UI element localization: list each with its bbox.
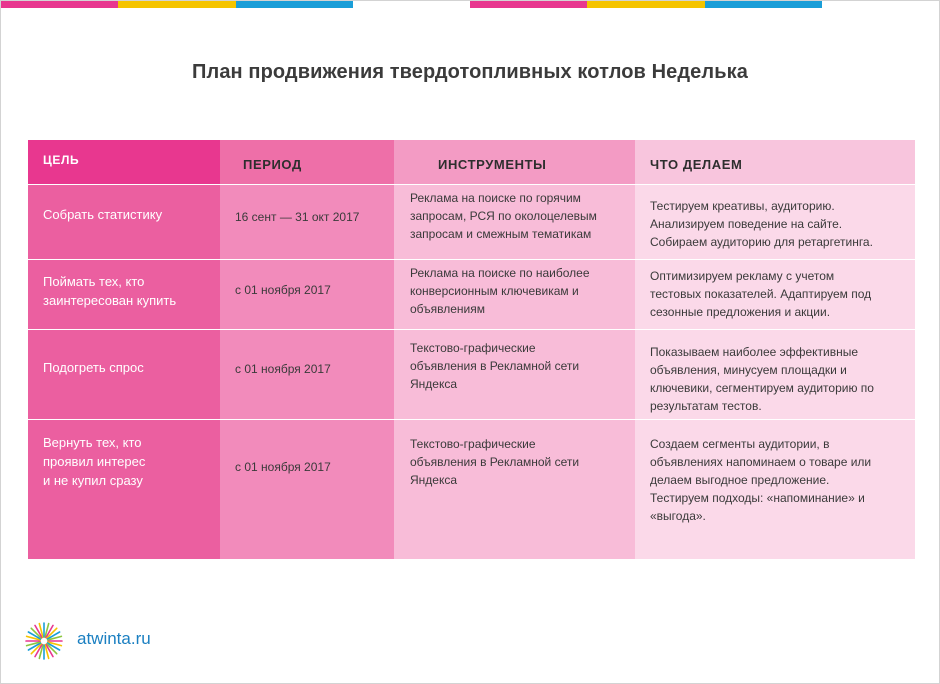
goal-cell [28,185,220,259]
actions-cell [635,185,915,259]
cell-line: Вернуть тех, кто [43,435,142,450]
cell-line: Поймать тех, кто [43,274,145,289]
stripe-segment [236,1,353,8]
cell-line: Тестируем подходы: «напоминание» и [650,491,865,505]
table-row [28,260,915,330]
table-row [28,420,915,559]
table-row [28,185,915,260]
period-cell: 16 сент — 31 окт 2017 [220,185,394,259]
top-color-stripe [1,1,939,8]
page-title: План продвижения твердотопливных котлов Неделька [192,61,748,83]
tools-cell [394,420,635,559]
tools-cell [394,260,635,329]
site-link[interactable]: atwinta.ru [77,629,151,648]
goal-cell [28,260,220,329]
actions-cell [635,330,915,419]
goal-cell [28,420,220,559]
cell-line: Показываем наиболее эффективные [650,345,859,359]
cell-line: объявления в Рекламной сети [410,455,580,469]
header-actions: ЧТО ДЕЛАЕМ [635,140,915,184]
cell-line: результатам тестов. [650,399,762,413]
cell-line: Текстово-графические [410,341,536,355]
cell-line: Собираем аудиторию для ретаргетинга. [650,235,873,249]
cell-line: Собрать статистику [43,207,163,222]
cell-line: Реклама на поиске по горячим [410,191,581,205]
cell-line: Создаем сегменты аудитории, в [650,437,830,451]
cell-line: сезонные предложения и акции. [650,305,831,319]
actions-cell [635,420,915,559]
cell-line: Подогреть спрос [43,360,144,375]
cell-line: тестовых показателей. Адаптируем под [650,287,872,301]
actions-cell [635,260,915,329]
cell-line: конверсионным ключевикам и [410,284,579,298]
cell-line: запросам и смежным тематикам [410,227,592,241]
header-period: ПЕРИОД [220,140,394,184]
stripe-segment [118,1,235,8]
stripe-segment [470,1,587,8]
cell-line: Реклама на поиске по наиболее [410,266,590,280]
cell-line: Оптимизируем рекламу с учетом [650,269,835,283]
stripe-segment [1,1,118,8]
cell-line: Текстово-графические [410,437,536,451]
table-header-row [28,140,915,185]
sunburst-logo-icon [24,621,64,661]
cell-line: Яндекса [410,377,458,391]
goal-cell [28,330,220,419]
tools-cell [394,185,635,259]
cell-line: объявления в Рекламной сети [410,359,580,373]
table-row [28,330,915,420]
header-tools: ИНСТРУМЕНТЫ [394,140,635,184]
cell-line: и не купил сразу [43,473,143,488]
cell-line: делаем выгодное предложение. [650,473,830,487]
cell-line: проявил интерес [43,454,146,469]
promotion-plan-table [28,140,915,559]
period-cell: с 01 ноября 2017 [220,330,394,419]
stripe-segment [353,1,470,8]
stripe-segment [587,1,704,8]
tools-cell [394,330,635,419]
cell-line: Анализируем поведение на сайте. [650,217,843,231]
header-goal: ЦЕЛЬ [28,140,220,184]
cell-line: ключевики, сегментируем аудиторию по [650,381,874,395]
cell-line: объявлениях напоминаем о товаре или [650,455,872,469]
stripe-segment [705,1,822,8]
cell-line: Тестируем креативы, аудиторию. [650,199,835,213]
cell-line: объявлениям [410,302,485,316]
cell-line: заинтересован купить [43,293,177,308]
period-cell: с 01 ноября 2017 [220,260,394,329]
stripe-segment [822,1,939,8]
cell-line: объявления, минусуем площадки и [650,363,847,377]
cell-line: Яндекса [410,473,458,487]
cell-line: запросам, РСЯ по околоцелевым [410,209,597,223]
cell-line: «выгода». [650,509,706,523]
period-cell: с 01 ноября 2017 [220,420,394,559]
